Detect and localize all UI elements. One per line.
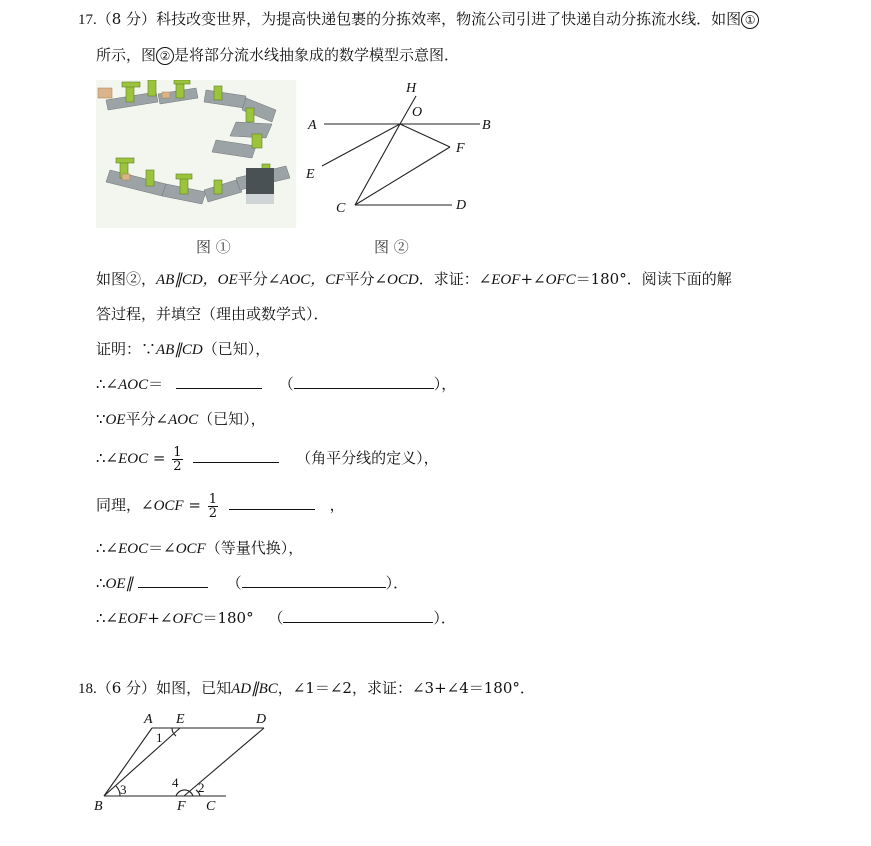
label-angle-4: 4 <box>172 775 179 790</box>
given-math-4: EOF <box>491 272 521 288</box>
label-O: O <box>412 105 423 120</box>
proof-8a: ∴∠ <box>96 609 119 627</box>
q17-intro-line1: 科技改变世界，为提高快递包裹的分拣效率，物流公司引进了快递自动分拣流水线．如图 <box>156 10 742 28</box>
proof-3m: OE <box>105 412 126 428</box>
proof-4-eq: = <box>152 449 166 467</box>
q17-intro-2a: 所示，图 <box>96 46 157 64</box>
proof-line-4 <box>96 441 439 475</box>
label-H: H <box>406 81 417 96</box>
proof-8m2: OFC <box>172 611 203 627</box>
proof-1a: 证明：∵ <box>96 340 157 358</box>
fig2-caption: 图 ② <box>374 238 409 256</box>
proof-5-eq: = <box>188 496 201 514</box>
label-D: D <box>256 712 267 727</box>
proof-5m: OCF <box>153 498 184 514</box>
blank-eoc-half[interactable] <box>193 448 279 463</box>
proof-6a: ∴∠ <box>96 539 119 557</box>
proof-line-2 <box>96 373 456 394</box>
label-C: C <box>206 799 216 814</box>
label-angle-1: 1 <box>156 730 163 745</box>
given-math-5: OFC <box>545 272 576 288</box>
blank-reason-3[interactable] <box>283 608 433 623</box>
proof-line-7 <box>96 572 408 593</box>
q18-text-2: ，∠1＝∠2，求证：∠3+∠4＝180°． <box>277 679 535 697</box>
segment-cf <box>355 147 450 205</box>
fig1-caption: 图 ① <box>196 238 231 256</box>
q17-intro-line2 <box>96 44 459 65</box>
conveyor-photo <box>96 80 296 228</box>
given-text-5: ＝180°．阅读下面的解 <box>575 270 732 288</box>
frac1-num: 1 <box>173 444 182 460</box>
label-angle-2: 2 <box>198 780 205 795</box>
proof-1m: AB∥CD <box>156 342 203 358</box>
fraction-half-1 <box>172 446 182 473</box>
proof-6b: ＝∠ <box>148 539 176 557</box>
frac2-den: 2 <box>208 505 217 521</box>
q17-intro-2b: 是将部分流水线抽象成的数学模型示意图． <box>174 46 460 64</box>
blank-aoc-equals[interactable] <box>176 374 262 389</box>
proof-line-5 <box>96 488 345 522</box>
q18-points: （6 分） <box>96 679 157 697</box>
q17-given-line1 <box>96 268 732 289</box>
segment-ab <box>104 728 152 796</box>
blank-reason-1[interactable] <box>294 374 434 389</box>
q18-parallelogram-diagram <box>92 708 272 816</box>
blank-ocf-half[interactable] <box>229 495 315 510</box>
given-prefix: 如图②， <box>96 270 157 288</box>
given-math-2: AOC，CF <box>280 272 345 288</box>
conveyor-illustration <box>96 80 296 228</box>
q17-given-line2: 答过程，并填空（理由或数学式）． <box>96 305 329 323</box>
q18-number: 18. <box>78 681 97 697</box>
proof-2a: ∴∠ <box>96 375 119 393</box>
proof-line-6 <box>96 537 303 558</box>
circled-two: ② <box>156 47 174 65</box>
label-F: F <box>456 141 465 156</box>
proof-4a: ∴∠ <box>96 449 119 467</box>
q18-header <box>78 677 535 698</box>
fraction-half-2 <box>208 493 218 520</box>
label-B: B <box>482 118 491 133</box>
frac2-num: 1 <box>208 491 217 507</box>
label-C: C <box>336 201 346 216</box>
fig2-geometry-diagram <box>300 78 500 228</box>
frac1-den: 2 <box>173 458 182 474</box>
label-angle-3: 3 <box>120 782 127 797</box>
label-F: F <box>177 799 186 814</box>
segment-eb <box>104 728 180 796</box>
proof-6m: EOC <box>118 541 149 557</box>
proof-5a: 同理，∠ <box>96 496 154 514</box>
proof-8-paren-close: ）． <box>433 609 456 627</box>
proof-6c: （等量代换）， <box>205 539 304 557</box>
proof-4m: EOC <box>118 451 149 467</box>
blank-parallel-line[interactable] <box>138 573 208 588</box>
segment-of <box>400 124 450 147</box>
label-B: B <box>94 799 103 814</box>
given-text-2: 平分∠ <box>344 270 388 288</box>
label-E: E <box>176 712 185 727</box>
proof-8b: +∠ <box>147 609 173 627</box>
proof-6m2: OCF <box>175 541 206 557</box>
label-A: A <box>144 712 153 727</box>
proof-3a: ∵ <box>96 410 106 428</box>
given-text-1: 平分∠ <box>237 270 281 288</box>
proof-8c: ＝180° <box>202 609 254 627</box>
proof-3b: 平分∠ <box>125 410 169 428</box>
label-E: E <box>306 167 315 182</box>
proof-line-1 <box>96 338 270 359</box>
given-math-1: AB∥CD，OE <box>156 272 238 288</box>
q17-header <box>78 8 759 29</box>
proof-line-8 <box>96 607 456 628</box>
proof-2-paren-close: ）， <box>433 375 457 393</box>
blank-reason-2[interactable] <box>242 573 386 588</box>
label-A: A <box>308 118 317 133</box>
q18-math-1: AD∥BC <box>231 681 278 697</box>
proof-2-paren-open: （ <box>278 375 294 393</box>
proof-8-paren-open: （ <box>268 609 284 627</box>
proof-7-paren-open: （ <box>226 574 242 592</box>
segment-df <box>184 728 264 796</box>
proof-7m: OE∥ <box>105 576 134 592</box>
proof-5b: ， <box>329 496 345 514</box>
circled-one: ① <box>741 11 759 29</box>
proof-7-paren-close: ）． <box>385 574 409 592</box>
q17-points: （8 分） <box>96 10 157 28</box>
proof-4b: （角平分线的定义）， <box>296 449 439 467</box>
given-math-3: OCD <box>387 272 419 288</box>
q18-text-1: 如图，已知 <box>156 679 232 697</box>
label-D: D <box>456 198 467 213</box>
proof-line-3 <box>96 408 266 429</box>
proof-2b: ＝ <box>148 375 164 393</box>
proof-1b: （已知）， <box>202 340 271 358</box>
proof-3c: （已知）， <box>198 410 266 428</box>
given-text-4: +∠ <box>520 270 546 288</box>
given-text-3: ．求证：∠ <box>418 270 492 288</box>
proof-3m2: AOC <box>168 412 199 428</box>
proof-8m: EOF <box>118 611 148 627</box>
proof-2m: AOC <box>118 377 149 393</box>
q17-number: 17. <box>78 12 97 28</box>
proof-7a: ∴ <box>96 574 106 592</box>
